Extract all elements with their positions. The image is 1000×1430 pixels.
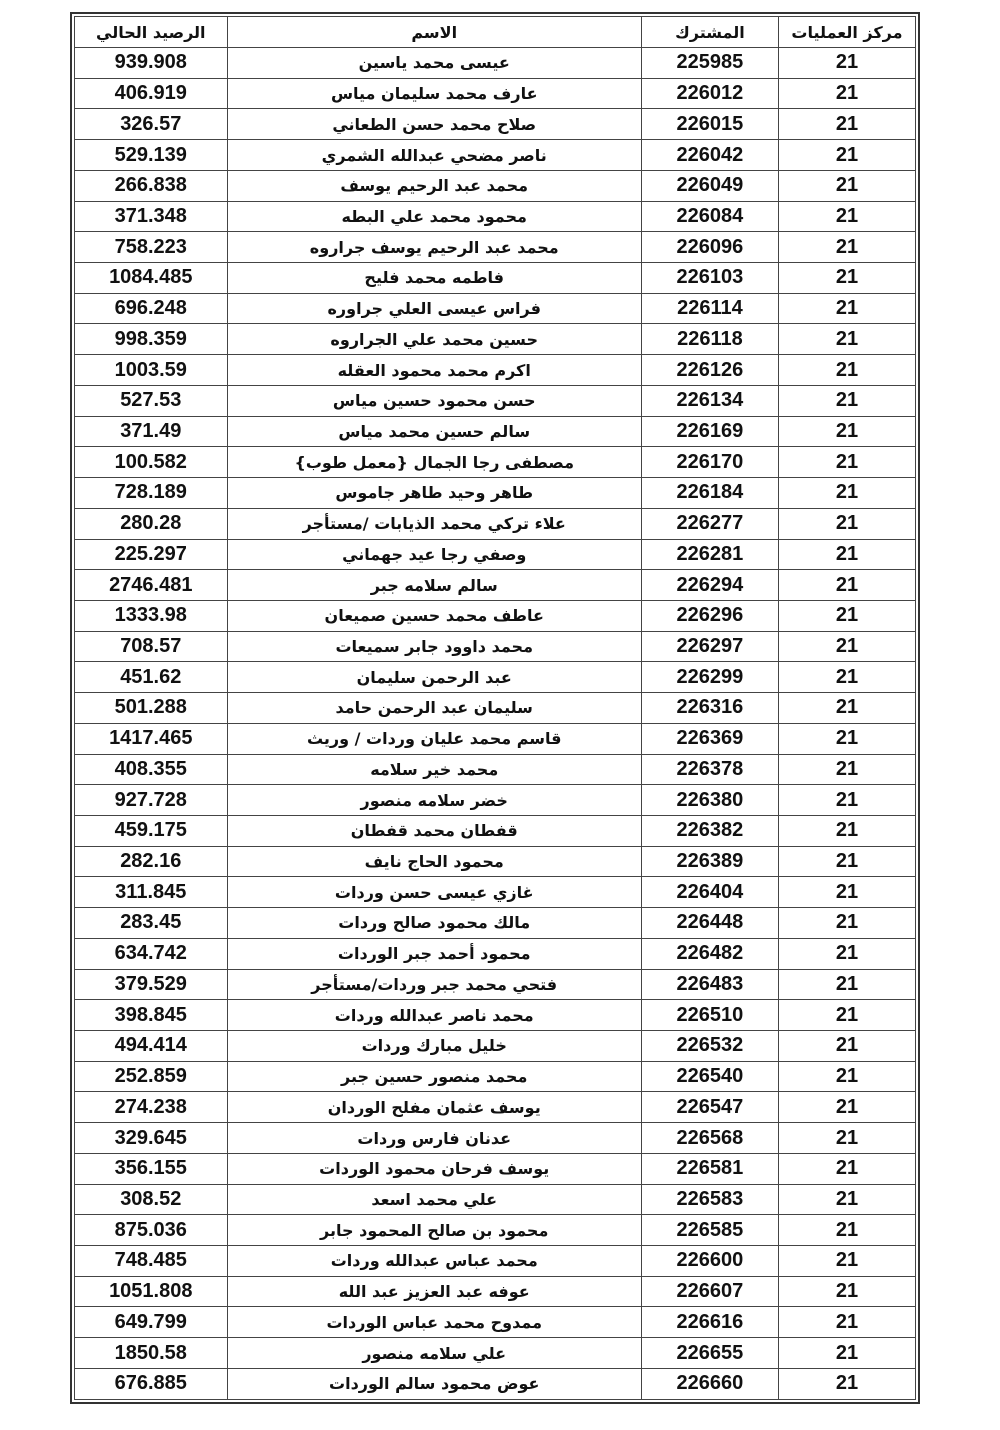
subscriber-cell: 226118 — [641, 324, 778, 355]
name-cell: عيسى محمد ياسين — [227, 48, 641, 79]
operations-center-cell: 21 — [778, 600, 915, 631]
operations-center-cell: 21 — [778, 693, 915, 724]
operations-center-cell: 21 — [778, 1307, 915, 1338]
balance-cell: 676.885 — [75, 1368, 228, 1399]
table-row — [75, 785, 916, 816]
operations-center-cell: 21 — [778, 1061, 915, 1092]
balance-cell: 371.348 — [75, 201, 228, 232]
name-cell: عدنان فارس وردات — [227, 1123, 641, 1154]
balance-cell: 998.359 — [75, 324, 228, 355]
table-row — [75, 1153, 916, 1184]
subscriber-cell: 226378 — [641, 754, 778, 785]
operations-center-cell: 21 — [778, 908, 915, 939]
table-row — [75, 263, 916, 294]
name-cell: حسين محمد علي الجراروه — [227, 324, 641, 355]
name-cell: قفطان محمد قفطان — [227, 815, 641, 846]
operations-center-cell: 21 — [778, 48, 915, 79]
subscriber-cell: 226184 — [641, 478, 778, 509]
name-cell: فراس عيسى العلي جراوره — [227, 293, 641, 324]
name-cell: محمد منصور حسين جبر — [227, 1061, 641, 1092]
name-cell: قاسم محمد عليان وردات / وريث — [227, 723, 641, 754]
balance-cell: 875.036 — [75, 1215, 228, 1246]
balance-cell: 379.529 — [75, 969, 228, 1000]
operations-center-cell: 21 — [778, 754, 915, 785]
table-row — [75, 324, 916, 355]
table-row — [75, 78, 916, 109]
name-cell: علي محمد اسعد — [227, 1184, 641, 1215]
balance-cell: 311.845 — [75, 877, 228, 908]
table-row — [75, 570, 916, 601]
balance-cell: 527.53 — [75, 385, 228, 416]
name-cell: محمد ناصر عبدالله وردات — [227, 1000, 641, 1031]
table-row — [75, 232, 916, 263]
balance-cell: 927.728 — [75, 785, 228, 816]
name-cell: خليل مبارك وردات — [227, 1031, 641, 1062]
subscriber-cell: 226299 — [641, 662, 778, 693]
subscriber-cell: 226585 — [641, 1215, 778, 1246]
name-cell: محمد داوود جابر سميعات — [227, 631, 641, 662]
operations-center-cell: 21 — [778, 1031, 915, 1062]
table-row — [75, 693, 916, 724]
subscriber-cell: 226297 — [641, 631, 778, 662]
name-cell: محمود بن صالح المحمود جابر — [227, 1215, 641, 1246]
balance-cell: 696.248 — [75, 293, 228, 324]
header-operations-center: مركز العمليات — [778, 17, 915, 48]
table-row — [75, 170, 916, 201]
operations-center-cell: 21 — [778, 570, 915, 601]
balance-cell: 266.838 — [75, 170, 228, 201]
subscriber-cell: 226532 — [641, 1031, 778, 1062]
name-cell: محمود أحمد جبر الوردات — [227, 938, 641, 969]
name-cell: عاطف محمد حسين صميعان — [227, 600, 641, 631]
name-cell: محمود الحاج نايف — [227, 846, 641, 877]
name-cell: محمد عبد الرحيم يوسف جراروه — [227, 232, 641, 263]
operations-center-cell: 21 — [778, 785, 915, 816]
subscriber-cell: 226114 — [641, 293, 778, 324]
table-row — [75, 1061, 916, 1092]
table-row — [75, 1276, 916, 1307]
balance-cell: 459.175 — [75, 815, 228, 846]
subscriber-cell: 226600 — [641, 1246, 778, 1277]
balance-cell: 326.57 — [75, 109, 228, 140]
balance-cell: 2746.481 — [75, 570, 228, 601]
balance-cell: 1051.808 — [75, 1276, 228, 1307]
name-cell: عبد الرحمن سليمان — [227, 662, 641, 693]
subscriber-cell: 226294 — [641, 570, 778, 601]
balance-cell: 398.845 — [75, 1000, 228, 1031]
operations-center-cell: 21 — [778, 355, 915, 386]
subscriber-cell: 226296 — [641, 600, 778, 631]
operations-center-cell: 21 — [778, 508, 915, 539]
operations-center-cell: 21 — [778, 478, 915, 509]
table-row — [75, 1031, 916, 1062]
subscriber-cell: 226568 — [641, 1123, 778, 1154]
name-cell: مصطفى رجا الجمال {معمل طوب} — [227, 447, 641, 478]
balance-cell: 252.859 — [75, 1061, 228, 1092]
table-row — [75, 754, 916, 785]
balance-cell: 494.414 — [75, 1031, 228, 1062]
table-body — [75, 48, 916, 1400]
subscriber-cell: 226540 — [641, 1061, 778, 1092]
subscriber-cell: 226277 — [641, 508, 778, 539]
subscriber-cell: 226281 — [641, 539, 778, 570]
subscriber-cell: 226448 — [641, 908, 778, 939]
subscriber-cell: 226012 — [641, 78, 778, 109]
balance-cell: 406.919 — [75, 78, 228, 109]
name-cell: محمد عبد الرحيم يوسف — [227, 170, 641, 201]
operations-center-cell: 21 — [778, 263, 915, 294]
name-cell: علي سلامه منصور — [227, 1338, 641, 1369]
balance-cell: 708.57 — [75, 631, 228, 662]
table-row — [75, 662, 916, 693]
table-row — [75, 1307, 916, 1338]
operations-center-cell: 21 — [778, 78, 915, 109]
balance-cell: 1333.98 — [75, 600, 228, 631]
subscriber-cell: 226369 — [641, 723, 778, 754]
name-cell: ناصر مضحي عبدالله الشمري — [227, 140, 641, 171]
name-cell: عوفه عبد العزيز عبد الله — [227, 1276, 641, 1307]
balance-cell: 308.52 — [75, 1184, 228, 1215]
table-row — [75, 447, 916, 478]
name-cell: يوسف فرحان محمود الوردات — [227, 1153, 641, 1184]
name-cell: غازي عيسى حسن وردات — [227, 877, 641, 908]
balance-cell: 371.49 — [75, 416, 228, 447]
operations-center-cell: 21 — [778, 1153, 915, 1184]
table-row — [75, 1000, 916, 1031]
operations-center-cell: 21 — [778, 1368, 915, 1399]
balance-cell: 939.908 — [75, 48, 228, 79]
table-row — [75, 539, 916, 570]
name-cell: سالم حسين محمد مياس — [227, 416, 641, 447]
table-row — [75, 1184, 916, 1215]
balance-cell: 758.223 — [75, 232, 228, 263]
operations-center-cell: 21 — [778, 416, 915, 447]
table-row — [75, 355, 916, 386]
table-row — [75, 1246, 916, 1277]
subscriber-cell: 226547 — [641, 1092, 778, 1123]
name-cell: حسن محمود حسين مياس — [227, 385, 641, 416]
subscriber-cell: 226380 — [641, 785, 778, 816]
balance-cell: 728.189 — [75, 478, 228, 509]
subscriber-cell: 226389 — [641, 846, 778, 877]
table-row — [75, 938, 916, 969]
table-row — [75, 877, 916, 908]
subscriber-cell: 226084 — [641, 201, 778, 232]
subscriber-cell: 226169 — [641, 416, 778, 447]
balance-cell: 280.28 — [75, 508, 228, 539]
name-cell: محمود محمد علي البطه — [227, 201, 641, 232]
subscriber-cell: 226042 — [641, 140, 778, 171]
balance-cell: 225.297 — [75, 539, 228, 570]
operations-center-cell: 21 — [778, 1215, 915, 1246]
name-cell: اكرم محمد محمود العقله — [227, 355, 641, 386]
operations-center-cell: 21 — [778, 324, 915, 355]
table-row — [75, 48, 916, 79]
operations-center-cell: 21 — [778, 1184, 915, 1215]
balance-cell: 283.45 — [75, 908, 228, 939]
operations-center-cell: 21 — [778, 877, 915, 908]
operations-center-cell: 21 — [778, 447, 915, 478]
operations-center-cell: 21 — [778, 631, 915, 662]
name-cell: مالك محمود صالح وردات — [227, 908, 641, 939]
name-cell: سالم سلامه جبر — [227, 570, 641, 601]
operations-center-cell: 21 — [778, 232, 915, 263]
name-cell: عوض محمود سالم الوردات — [227, 1368, 641, 1399]
table-row — [75, 1092, 916, 1123]
operations-center-cell: 21 — [778, 938, 915, 969]
table-row — [75, 385, 916, 416]
subscriber-cell: 226049 — [641, 170, 778, 201]
operations-center-cell: 21 — [778, 293, 915, 324]
subscriber-cell: 226015 — [641, 109, 778, 140]
subscriber-cell: 226170 — [641, 447, 778, 478]
header-row — [75, 17, 916, 48]
table-row — [75, 140, 916, 171]
balance-cell: 748.485 — [75, 1246, 228, 1277]
table-row — [75, 1368, 916, 1399]
header-name: الاسم — [227, 17, 641, 48]
name-cell: فتحي محمد جبر وردات/مستأجر — [227, 969, 641, 1000]
operations-center-cell: 21 — [778, 385, 915, 416]
subscriber-cell: 226134 — [641, 385, 778, 416]
name-cell: صلاح محمد حسن الطعاني — [227, 109, 641, 140]
subscriber-cell: 226581 — [641, 1153, 778, 1184]
subscriber-cell: 226483 — [641, 969, 778, 1000]
operations-center-cell: 21 — [778, 815, 915, 846]
operations-center-cell: 21 — [778, 723, 915, 754]
name-cell: محمد خير سلامه — [227, 754, 641, 785]
operations-center-cell: 21 — [778, 1276, 915, 1307]
table-row — [75, 478, 916, 509]
table-row — [75, 846, 916, 877]
operations-center-cell: 21 — [778, 539, 915, 570]
subscriber-cell: 226096 — [641, 232, 778, 263]
balance-cell: 501.288 — [75, 693, 228, 724]
operations-center-cell: 21 — [778, 170, 915, 201]
balances-table — [74, 16, 916, 1400]
subscriber-cell: 226126 — [641, 355, 778, 386]
name-cell: عارف محمد سليمان مياس — [227, 78, 641, 109]
name-cell: سليمان عبد الرحمن حامد — [227, 693, 641, 724]
table-row — [75, 109, 916, 140]
name-cell: فاطمه محمد فليح — [227, 263, 641, 294]
balance-cell: 1003.59 — [75, 355, 228, 386]
operations-center-cell: 21 — [778, 969, 915, 1000]
table-row — [75, 908, 916, 939]
subscriber-cell: 226655 — [641, 1338, 778, 1369]
subscriber-cell: 226482 — [641, 938, 778, 969]
balance-cell: 274.238 — [75, 1092, 228, 1123]
header-subscriber: المشترك — [641, 17, 778, 48]
balance-cell: 100.582 — [75, 447, 228, 478]
operations-center-cell: 21 — [778, 1123, 915, 1154]
table-row — [75, 600, 916, 631]
table-row — [75, 508, 916, 539]
balance-cell: 356.155 — [75, 1153, 228, 1184]
subscriber-cell: 226660 — [641, 1368, 778, 1399]
balance-cell: 1850.58 — [75, 1338, 228, 1369]
name-cell: يوسف عثمان مفلح الوردان — [227, 1092, 641, 1123]
table-row — [75, 201, 916, 232]
operations-center-cell: 21 — [778, 201, 915, 232]
header-current-balance: الرصيد الحالي — [75, 17, 228, 48]
balance-cell: 1417.465 — [75, 723, 228, 754]
operations-center-cell: 21 — [778, 1092, 915, 1123]
balance-cell: 282.16 — [75, 846, 228, 877]
table-row — [75, 293, 916, 324]
operations-center-cell: 21 — [778, 846, 915, 877]
balance-cell: 529.139 — [75, 140, 228, 171]
operations-center-cell: 21 — [778, 1246, 915, 1277]
table-row — [75, 969, 916, 1000]
operations-center-cell: 21 — [778, 140, 915, 171]
subscriber-cell: 226404 — [641, 877, 778, 908]
name-cell: طاهر وحيد طاهر جاموس — [227, 478, 641, 509]
table-row — [75, 1123, 916, 1154]
operations-center-cell: 21 — [778, 662, 915, 693]
balance-cell: 649.799 — [75, 1307, 228, 1338]
balance-cell: 1084.485 — [75, 263, 228, 294]
name-cell: خضر سلامه منصور — [227, 785, 641, 816]
table-row — [75, 815, 916, 846]
name-cell: وصفي رجا عيد جهماني — [227, 539, 641, 570]
subscriber-cell: 226510 — [641, 1000, 778, 1031]
name-cell: ممدوح محمد عباس الوردات — [227, 1307, 641, 1338]
table-row — [75, 416, 916, 447]
operations-center-cell: 21 — [778, 1000, 915, 1031]
table-row — [75, 723, 916, 754]
subscriber-cell: 226607 — [641, 1276, 778, 1307]
table-row — [75, 1215, 916, 1246]
name-cell: محمد عباس عبدالله وردات — [227, 1246, 641, 1277]
operations-center-cell: 21 — [778, 109, 915, 140]
subscriber-cell: 226583 — [641, 1184, 778, 1215]
balance-cell: 634.742 — [75, 938, 228, 969]
balance-cell: 329.645 — [75, 1123, 228, 1154]
balance-cell: 451.62 — [75, 662, 228, 693]
table-row — [75, 631, 916, 662]
table-row — [75, 1338, 916, 1369]
name-cell: علاء تركي محمد الذيابات /مستأجر — [227, 508, 641, 539]
subscriber-cell: 226103 — [641, 263, 778, 294]
balances-sheet — [70, 12, 920, 1404]
operations-center-cell: 21 — [778, 1338, 915, 1369]
subscriber-cell: 226616 — [641, 1307, 778, 1338]
subscriber-cell: 225985 — [641, 48, 778, 79]
subscriber-cell: 226382 — [641, 815, 778, 846]
subscriber-cell: 226316 — [641, 693, 778, 724]
balance-cell: 408.355 — [75, 754, 228, 785]
